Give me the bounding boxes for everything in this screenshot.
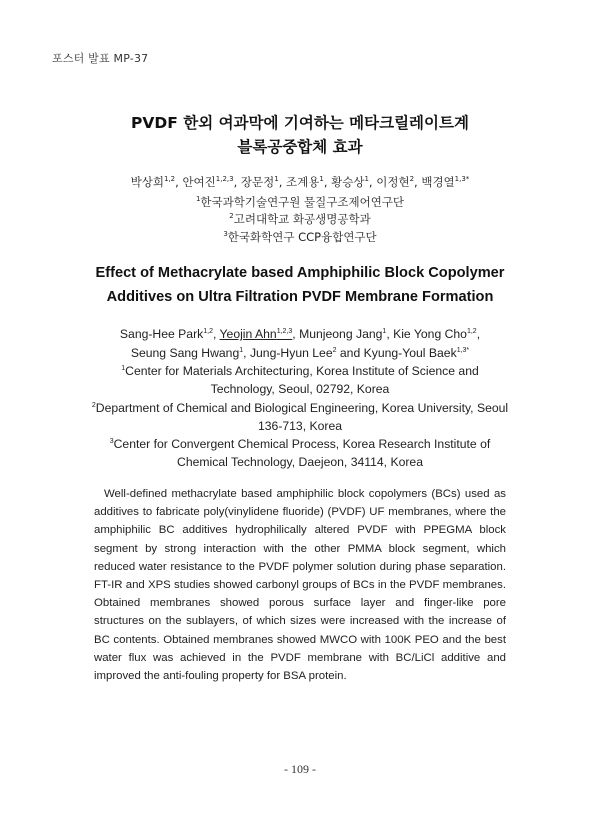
author: Sang-Hee Park$^{1,2}$, bbox=[119, 327, 220, 341]
author: 이정현$^2$, bbox=[376, 175, 422, 189]
author: 박상희$^{1,2}$, bbox=[130, 175, 183, 189]
session-label: 포스터 발표 MP-37 bbox=[52, 52, 149, 65]
english-affiliation-cont: 136-713, Korea bbox=[257, 419, 343, 433]
english-affiliation-cont: Chemical Technology, Daejeon, 34114, Korea bbox=[177, 455, 423, 469]
author: 장문정$^1$, bbox=[240, 175, 287, 189]
english-affiliation: $^2$Department of Chemical and Biological Engineering, Korea University, Seoul bbox=[91, 401, 509, 415]
korean-title-line2: 블록공중합체 효과 bbox=[237, 138, 363, 156]
author: Munjeong Jang$^1$, bbox=[299, 327, 394, 341]
author: Seung Sang Hwang$^1$, bbox=[130, 346, 250, 360]
page-number: - 109 - bbox=[284, 762, 316, 776]
author-presenter: Yeojin Ahn$^{1,2,3}$, bbox=[219, 327, 300, 341]
korean-author-list bbox=[0, 174, 600, 190]
author: 조계용$^1$, bbox=[286, 175, 332, 189]
english-author-list bbox=[0, 327, 600, 341]
author: Kie Yong Cho$^{1,2}$, bbox=[393, 327, 481, 341]
english-author-list bbox=[0, 346, 600, 360]
korean-affiliation: $^1$한국과학기술연구원 물질구조제어연구단 bbox=[195, 195, 405, 209]
author: Kyung-Youl Baek$^{1,3*}$ bbox=[363, 346, 470, 360]
korean-title-line1: PVDF 한외 여과막에 기여하는 메타크릴레이트계 bbox=[131, 114, 469, 132]
author: Jung-Hyun Lee$^2$ and bbox=[249, 346, 364, 360]
english-affiliation: $^1$Center for Materials Architecturing, Korea Institute of Science and bbox=[121, 364, 479, 378]
english-title-line2: Additives on Ultra Filtration PVDF Membrane Formation bbox=[106, 289, 494, 305]
author: 백경열$^{1,3*}$ bbox=[421, 175, 470, 189]
author: 황승상$^1$, bbox=[331, 175, 377, 189]
korean-affiliation: $^3$한국화학연구 CCP융합연구단 bbox=[223, 230, 377, 244]
english-title-line1: Effect of Methacrylate based Amphiphilic Block Copolymer bbox=[95, 265, 505, 281]
english-affiliation: $^3$Center for Convergent Chemical Process, Korea Research Institute of bbox=[109, 437, 491, 451]
english-affiliation-cont: Technology, Seoul, 02792, Korea bbox=[210, 382, 390, 396]
korean-affiliation: $^2$고려대학교 화공생명공학과 bbox=[229, 212, 371, 226]
author: 안여진$^{1,2,3}$, bbox=[182, 175, 241, 189]
abstract-text: Well-defined methacrylate based amphiphilic block copolymers (BCs) used as additives to fabricate poly(vinylidene fluoride) (PVDF) UF membranes, where the amphiphilic BC additives hydrophilically altered PVDF with PPEGMA block segment by strong interaction with the other PMMA block segment, which reduced water resistance to the PVDF polymer solution during phase separation. FT-IR and XPS studies showed carbonyl groups of BCs in the PVDF membranes. Obtained membranes showed porous surface layer and finger-like pore structures on the sublayers, of which sizes were increased with the increase of BC contents. Obtained membranes showed MWCO with 100K PEO and the best water flux was achieved in the PVDF membrane with BC/LiCl additive and improved the anti-fouling property for BSA protein. bbox=[94, 488, 506, 683]
